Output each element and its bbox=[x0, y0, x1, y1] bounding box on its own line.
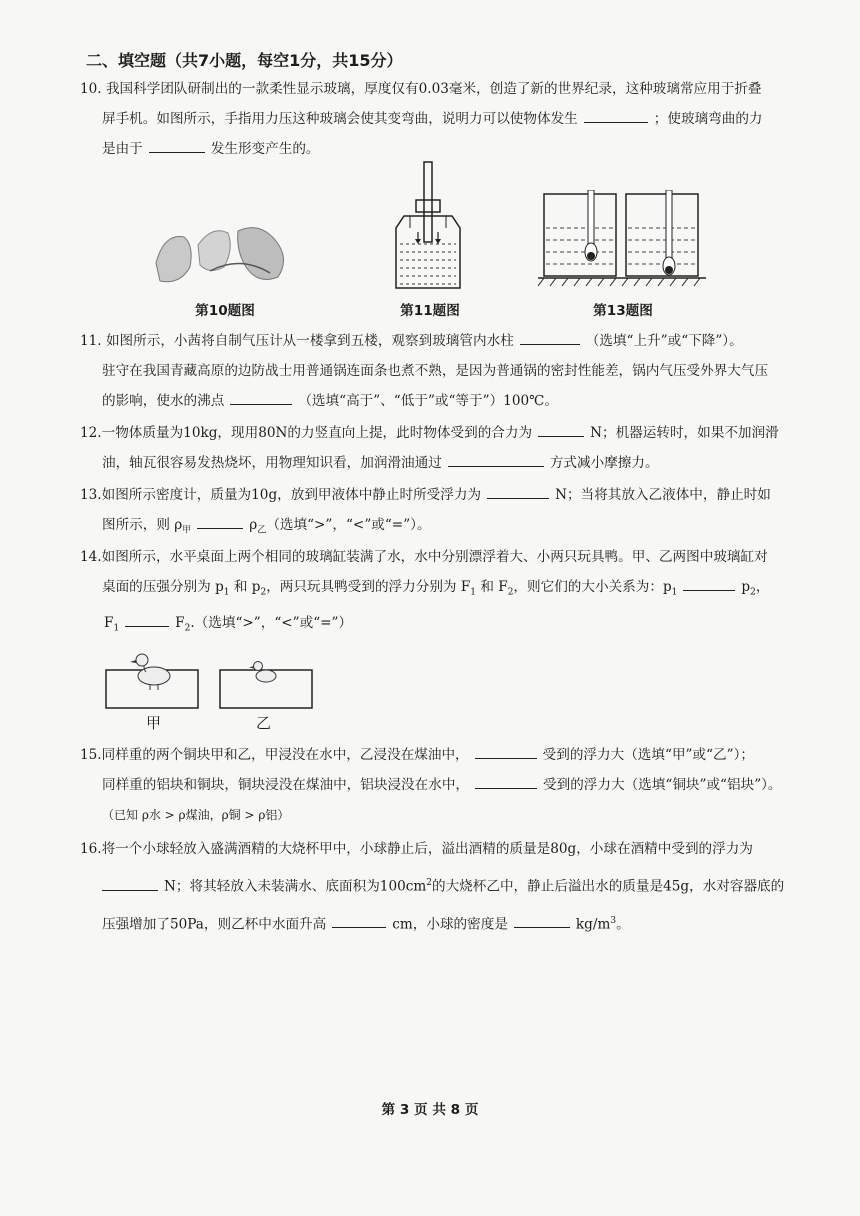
q13-line2a: 图所示，则 ρ bbox=[102, 517, 183, 533]
q16-text: kg/m bbox=[575, 916, 611, 933]
q16-line1: 16.将一个小球轻放入盛满酒精的大烧杯甲中，小球静止后，溢出酒精的质量是80g，小球在酒精中受到的浮力为 bbox=[80, 841, 753, 857]
question-10 bbox=[80, 74, 800, 164]
q14-text: ，则它们的大小关系为：p bbox=[513, 579, 672, 595]
answer-blank[interactable] bbox=[584, 108, 648, 123]
q14-text: .（选填“>”，“<”或“=”） bbox=[190, 614, 353, 631]
duck-tanks-icon bbox=[104, 642, 324, 712]
figure-11-caption: 第11题图 bbox=[400, 303, 460, 319]
q15-line2a: 同样重的铝块和铜块，铜块浸没在煤油中，铝块浸没在水中， bbox=[102, 777, 470, 793]
answer-blank[interactable] bbox=[514, 913, 570, 928]
q11-line1b: （选填“上升”或“下降”）。 bbox=[585, 333, 743, 349]
figures-row bbox=[150, 160, 710, 320]
q14-text: F bbox=[104, 614, 114, 631]
answer-blank[interactable] bbox=[149, 138, 205, 153]
figure-10-caption: 第10题图 bbox=[195, 303, 255, 319]
q10-line1: 10. 我国科学团队研制出的一款柔性显示玻璃，厚度仅有0.03毫米，创造了新的世界纪录，这种玻璃常应用于折叠 bbox=[80, 81, 762, 97]
q16-text: N；将其轻放入未装满水、底面积为100cm bbox=[164, 878, 427, 895]
q14-sub: 1 bbox=[113, 623, 120, 634]
q14-sub: 2 bbox=[750, 587, 756, 598]
hand-glass-icon bbox=[150, 215, 300, 295]
answer-blank[interactable] bbox=[487, 484, 549, 499]
page-footer: 第 3 页 共 8 页 bbox=[381, 1102, 479, 1118]
q10-line2b: ；使玻璃弯曲的力 bbox=[653, 111, 763, 127]
q13-line1a: 13.如图所示密度计，质量为10g，放到甲液体中静止时所受浮力为 bbox=[80, 487, 482, 503]
q15-line1b: 受到的浮力大（选填“甲”或“乙”）； bbox=[542, 747, 754, 763]
figure-13-caption: 第13题图 bbox=[593, 303, 653, 319]
section-title: 二、填空题（共7小题，每空1分，共15分） bbox=[86, 51, 403, 70]
q11-line3b: （选填“高于”、“低于”或“等于”）100℃。 bbox=[298, 393, 558, 409]
q15-note: （已知 ρ水 > ρ煤油，ρ铜 > ρ铝） bbox=[102, 808, 290, 822]
q16-text: 压强增加了50Pa，则乙杯中水面升高 bbox=[102, 916, 327, 933]
q14-line1: 14.如图所示，水平桌面上两个相同的玻璃缸装满了水，水中分别漂浮着大、小两只玩具鸭。甲、乙两图中玻璃缸对 bbox=[80, 549, 768, 565]
q13-sub-jia: 甲 bbox=[182, 525, 192, 536]
q14-text: F bbox=[175, 614, 185, 631]
answer-blank[interactable] bbox=[230, 390, 292, 405]
q15-line1a: 15.同样重的两个铜块甲和乙，甲浸没在水中，乙浸没在煤油中， bbox=[80, 747, 469, 763]
q12-line1a: 12.一物体质量为10kg，现用80N的力竖直向上提，此时物体受到的合力为 bbox=[80, 425, 533, 441]
q14-text: 和 p bbox=[229, 579, 261, 595]
question-15 bbox=[80, 740, 800, 830]
q12-line1b: N；机器运转时，如果不加润滑 bbox=[590, 425, 779, 441]
tank-label-jia: 甲 bbox=[146, 714, 162, 732]
q14-sub: 2 bbox=[184, 623, 191, 634]
answer-blank[interactable] bbox=[475, 774, 537, 789]
q16-sup: 3 bbox=[610, 915, 617, 926]
q15-line2b: 受到的浮力大（选填“铜块”或“铝块”）。 bbox=[543, 777, 782, 793]
question-11 bbox=[80, 326, 800, 416]
q14-text: ， bbox=[755, 579, 770, 595]
q14-sub: 1 bbox=[470, 587, 477, 598]
q16-text: cm，小球的密度是 bbox=[392, 916, 508, 933]
q13-sub-yi: 乙 bbox=[257, 525, 267, 536]
q16-sup: 2 bbox=[426, 878, 432, 888]
q11-line1a: 11. 如图所示，小茜将自制气压计从一楼拿到五楼，观察到玻璃管内水柱 bbox=[80, 333, 514, 349]
figure-11 bbox=[380, 160, 480, 319]
answer-blank[interactable] bbox=[197, 514, 243, 529]
q14-text: ，两只玩具鸭受到的浮力分别为 F bbox=[266, 579, 471, 595]
answer-blank[interactable] bbox=[683, 576, 735, 591]
q10-line3a: 是由于 bbox=[102, 141, 143, 157]
q14-sub: 1 bbox=[223, 587, 230, 598]
q13-line1b: N；当将其放入乙液体中，静止时如 bbox=[555, 487, 771, 503]
q12-line2a: 油，轴瓦很容易发热烧坏，用物理知识看，加润滑油通过 bbox=[102, 455, 442, 471]
q12-line2b: 方式减小摩擦力。 bbox=[549, 455, 659, 471]
q14-text: p bbox=[741, 579, 751, 595]
answer-blank[interactable] bbox=[332, 913, 386, 928]
q14-sub: 1 bbox=[671, 587, 678, 598]
answer-blank[interactable] bbox=[125, 612, 169, 627]
q11-line3a: 的影响，使水的沸点 bbox=[102, 393, 225, 409]
q16-text: 。 bbox=[616, 916, 630, 933]
q11-line2: 驻守在我国青藏高原的边防战士用普通锅连面条也煮不熟，是因为普通锅的密封性能差，锅内气压受外界大气压 bbox=[102, 363, 769, 379]
figure-10 bbox=[150, 215, 300, 319]
q14-sub: 2 bbox=[260, 587, 267, 598]
figure-14 bbox=[104, 642, 324, 734]
barometer-bottle-icon bbox=[380, 160, 480, 295]
q13-line2b: ρ bbox=[249, 517, 258, 533]
answer-blank[interactable] bbox=[538, 422, 584, 437]
answer-blank[interactable] bbox=[520, 330, 580, 345]
q10-line3b: 发生形变产生的。 bbox=[210, 141, 320, 157]
question-14 bbox=[80, 542, 800, 643]
density-meter-icon bbox=[538, 190, 708, 295]
q14-sub: 2 bbox=[507, 587, 514, 598]
q14-text: 桌面的压强分别为 p bbox=[102, 579, 224, 595]
q16-text: 的大烧杯乙中，静止后溢出水的质量是45g，水对容器底的 bbox=[431, 878, 785, 895]
answer-blank[interactable] bbox=[475, 744, 537, 759]
tank-label-yi: 乙 bbox=[256, 714, 272, 732]
q14-text: 和 F bbox=[476, 579, 508, 595]
question-12 bbox=[80, 418, 800, 478]
figure-13 bbox=[538, 190, 708, 319]
answer-blank[interactable] bbox=[448, 452, 544, 467]
answer-blank[interactable] bbox=[102, 876, 158, 891]
question-16 bbox=[80, 832, 800, 941]
q10-line2a: 屏手机。如图所示，手指用力压这种玻璃会使其变弯曲，说明力可以使物体发生 bbox=[102, 111, 578, 127]
q13-line2c: （选填“>”，“<”或“=”）。 bbox=[266, 517, 431, 533]
question-13 bbox=[80, 480, 800, 546]
